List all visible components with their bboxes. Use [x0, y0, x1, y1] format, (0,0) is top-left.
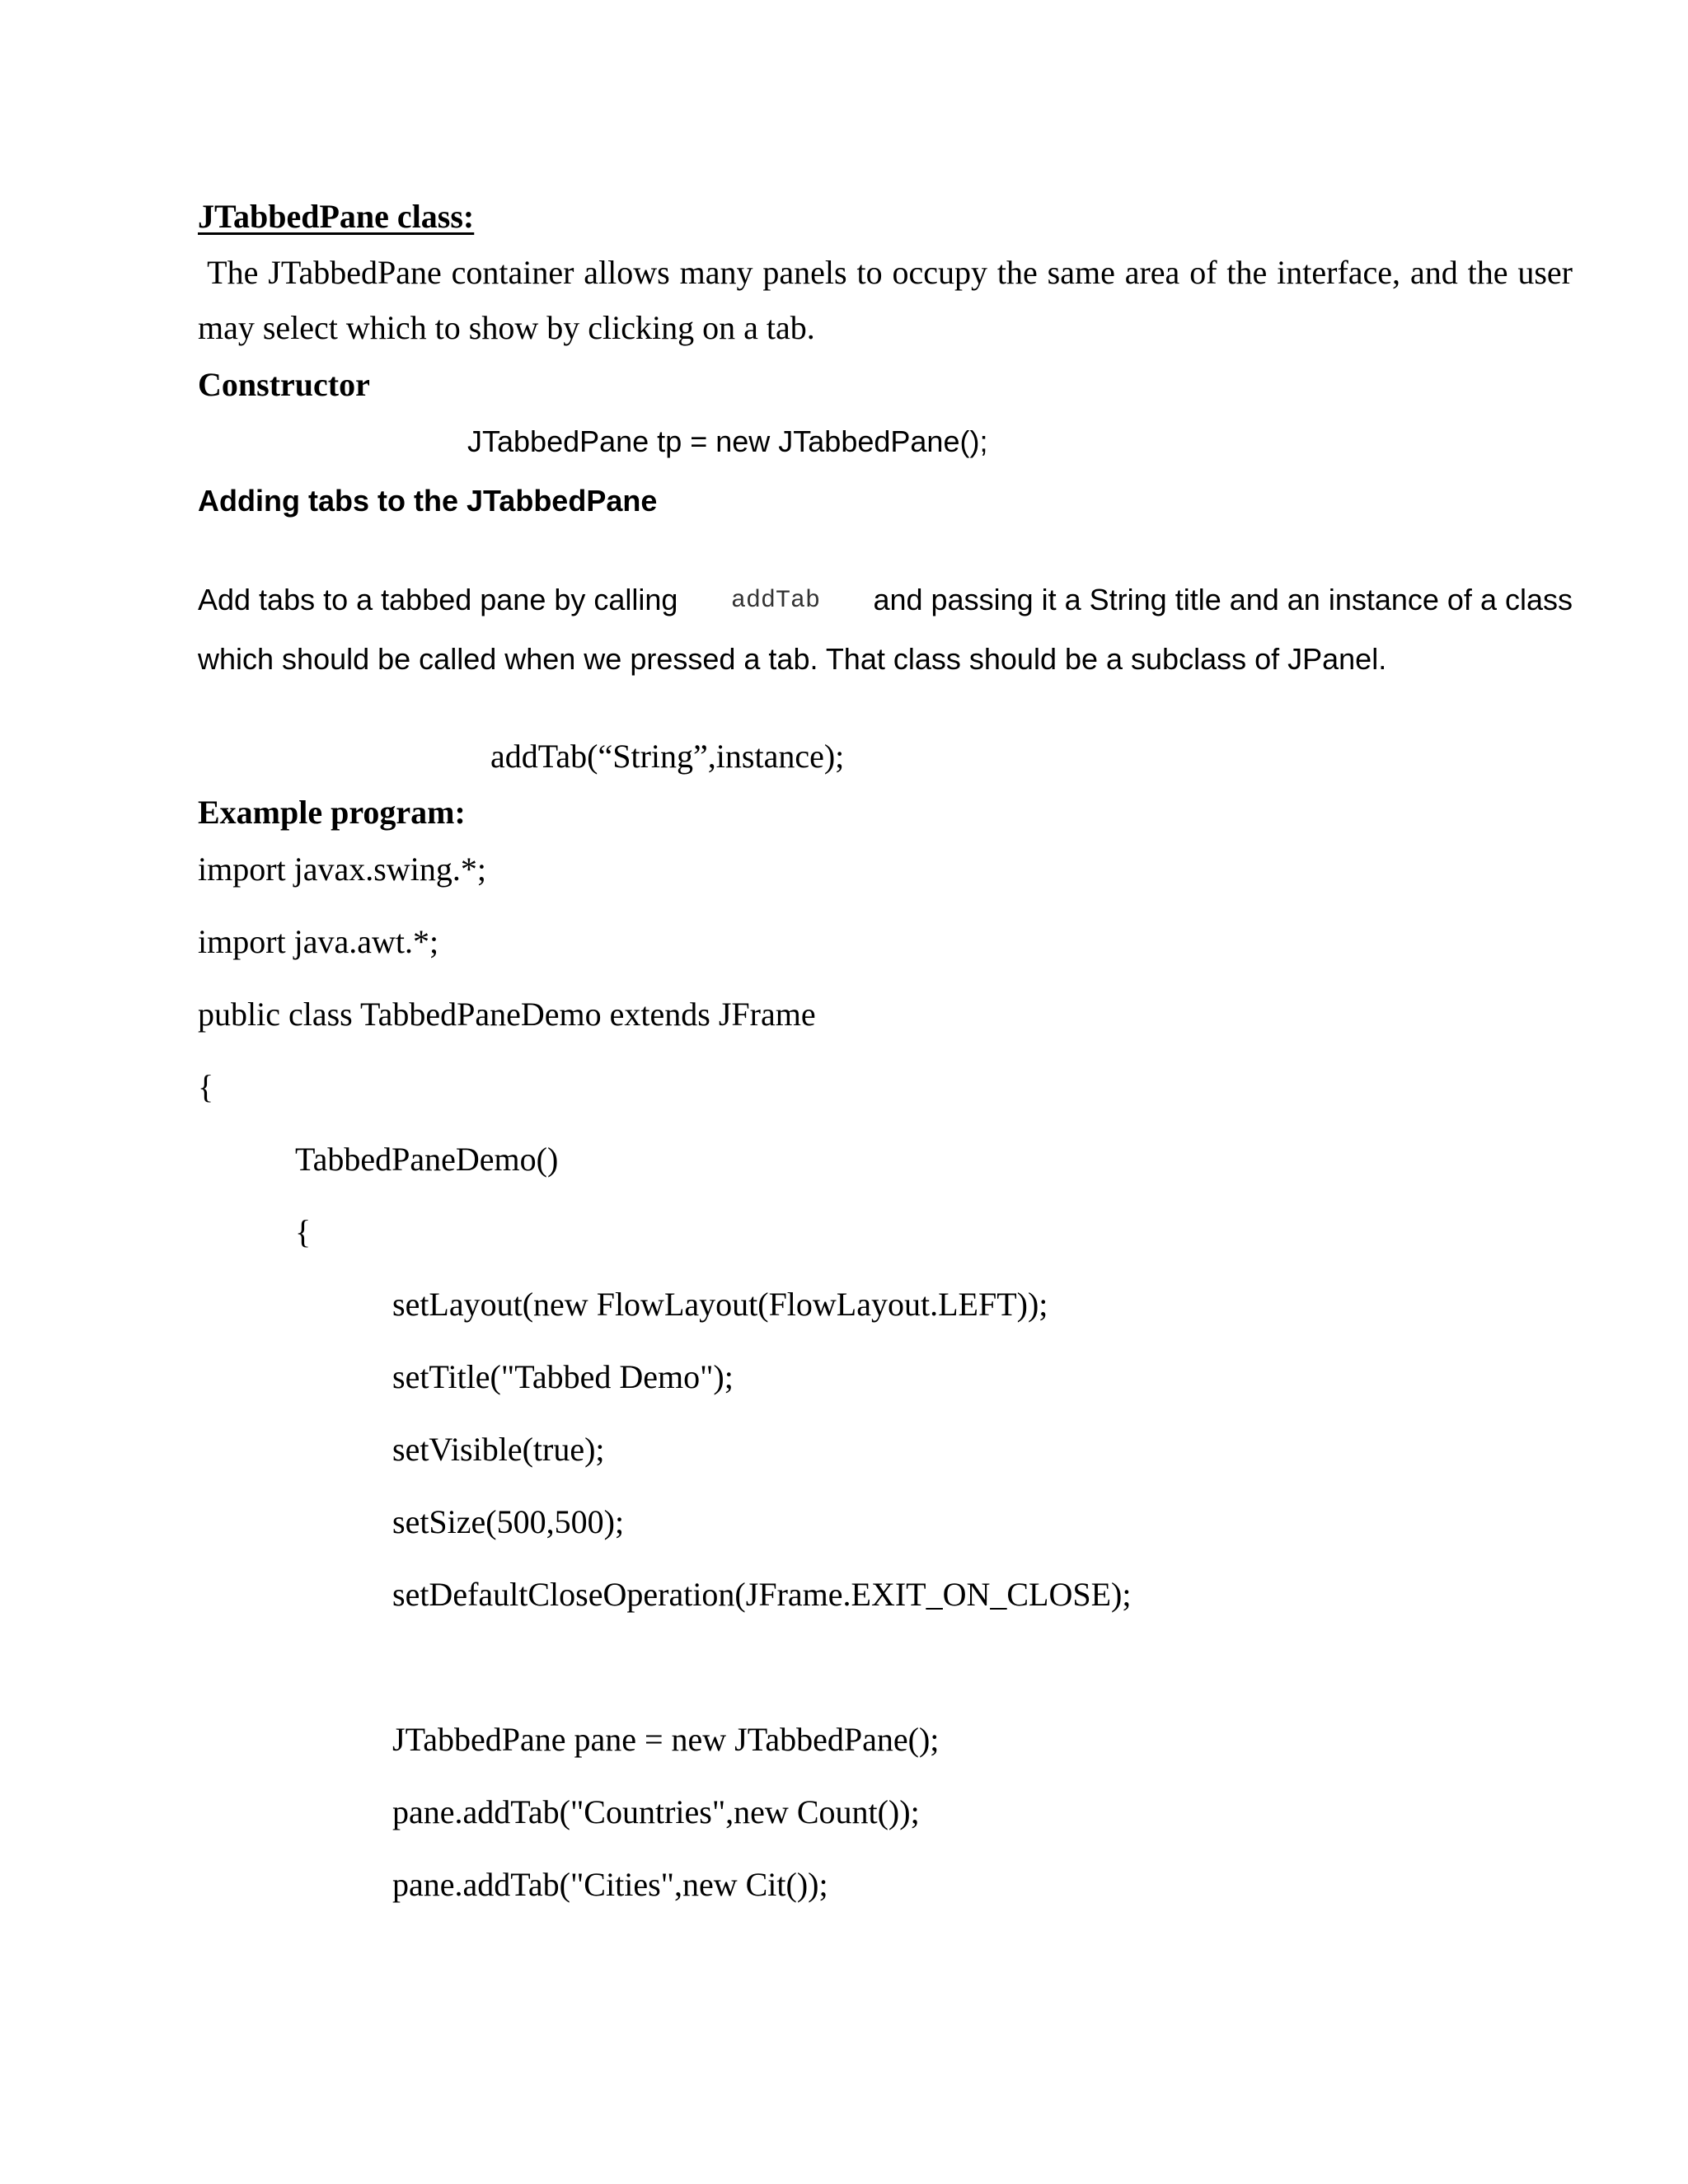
code-line: public class TabbedPaneDemo extends JFrame — [198, 996, 816, 1033]
code-line: JTabbedPane pane = new JTabbedPane(); — [392, 1721, 940, 1758]
code-line: pane.addTab("Cities",new Cit()); — [392, 1866, 828, 1903]
adding-line1-after: and passing it a String title and an instance of a class — [873, 583, 1573, 616]
code-line: TabbedPaneDemo() — [295, 1141, 559, 1178]
intro-line-2: may select which to show by clicking on a tab. — [198, 309, 815, 346]
code-line: setSize(500,500); — [392, 1503, 625, 1540]
code-line: import javax.swing.*; — [198, 851, 486, 888]
adding-tabs-paragraph-line-2: which should be called when we pressed a tab. That class should be a subclass of JPanel. — [198, 642, 1387, 676]
section-title: JTabbedPane class: — [198, 198, 475, 235]
code-line: { — [198, 1068, 214, 1105]
code-line: pane.addTab("Countries",new Count()); — [392, 1793, 920, 1830]
example-heading: Example program: — [198, 794, 466, 831]
adding-tabs-paragraph-line-1 — [198, 585, 1573, 615]
addtab-syntax: addTab(“String”,instance); — [490, 738, 845, 775]
constructor-code: JTabbedPane tp = new JTabbedPane(); — [467, 424, 988, 458]
addtab-inline-code: addTab — [730, 587, 820, 615]
code-line: setVisible(true); — [392, 1431, 605, 1468]
code-line: import java.awt.*; — [198, 923, 439, 960]
code-line: { — [295, 1213, 312, 1250]
adding-tabs-heading: Adding tabs to the JTabbedPane — [198, 484, 658, 518]
code-line: setDefaultCloseOperation(JFrame.EXIT_ON_CLOSE); — [392, 1576, 1132, 1613]
intro-line-1: The JTabbedPane container allows many panels to occupy the same area of the interface, and the user — [198, 254, 1573, 291]
adding-line1-before: Add tabs to a tabbed pane by calling — [198, 583, 678, 616]
code-line: setTitle("Tabbed Demo"); — [392, 1358, 734, 1395]
constructor-heading: Constructor — [198, 366, 370, 403]
code-line: setLayout(new FlowLayout(FlowLayout.LEFT)); — [392, 1286, 1048, 1323]
